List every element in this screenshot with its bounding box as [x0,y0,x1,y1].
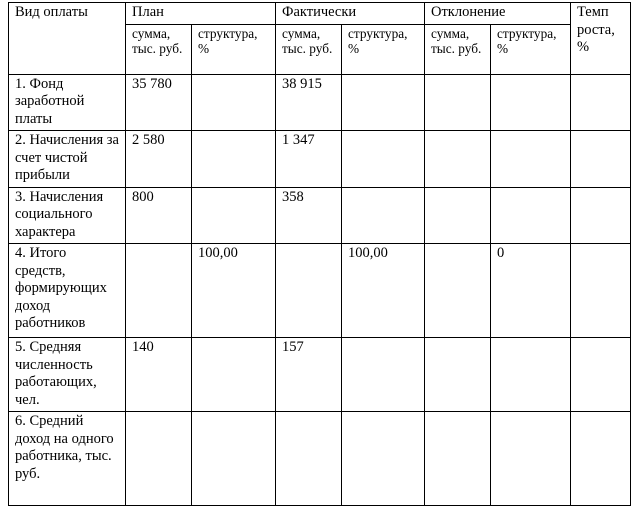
plan-sum-cell [126,244,192,338]
header-group-actual: Фактически [276,3,425,25]
table-row [9,187,631,244]
plan-structure-cell [192,131,276,188]
header-group-deviation: Отклонение [425,3,571,25]
table-row [9,338,631,412]
row-label: 6. Средний доход на одного работника, тыс. руб. [9,412,126,506]
header-plan-sum: сумма, тыс. руб. [126,24,192,74]
table-row [9,412,631,506]
deviation-sum-cell [425,338,491,412]
deviation-structure-cell [491,187,571,244]
plan-structure-cell [192,338,276,412]
deviation-sum-cell [425,74,491,131]
row-label: 1. Фонд заработной платы [9,74,126,131]
growth-rate-cell [571,131,631,188]
deviation-structure-cell [491,338,571,412]
table-row [9,244,631,338]
actual-sum-cell: 38 915 [276,74,342,131]
plan-structure-cell [192,74,276,131]
actual-sum-cell: 1 347 [276,131,342,188]
header-actual-structure: структура, % [342,24,425,74]
actual-structure-cell [342,187,425,244]
deviation-structure-cell: 0 [491,244,571,338]
deviation-structure-cell [491,74,571,131]
plan-sum-cell [126,412,192,506]
actual-sum-cell [276,412,342,506]
row-label: 3. Начисления социального характера [9,187,126,244]
table-row [9,131,631,188]
header-col-growth: Темп роста, % [571,3,631,75]
header-actual-sum: сумма, тыс. руб. [276,24,342,74]
deviation-sum-cell [425,187,491,244]
deviation-structure-cell [491,412,571,506]
deviation-structure-cell [491,131,571,188]
row-label: 4. Итого средств, формирующих доход работников [9,244,126,338]
plan-sum-cell: 2 580 [126,131,192,188]
actual-sum-cell [276,244,342,338]
deviation-sum-cell [425,244,491,338]
plan-structure-cell: 100,00 [192,244,276,338]
plan-sum-cell: 140 [126,338,192,412]
header-row-groups [9,3,631,25]
header-deviation-structure: структура, % [491,24,571,74]
growth-rate-cell [571,187,631,244]
row-label: 5. Средняя численность работающих, чел. [9,338,126,412]
growth-rate-cell [571,338,631,412]
header-plan-structure: структура, % [192,24,276,74]
actual-sum-cell: 358 [276,187,342,244]
actual-structure-cell [342,131,425,188]
header-deviation-sum: сумма, тыс. руб. [425,24,491,74]
plan-structure-cell [192,187,276,244]
actual-structure-cell [342,74,425,131]
deviation-sum-cell [425,131,491,188]
row-label: 2. Начисления за счет чистой прибыли [9,131,126,188]
header-col-type: Вид оплаты [9,3,126,75]
table-row [9,74,631,131]
actual-sum-cell: 157 [276,338,342,412]
plan-sum-cell: 800 [126,187,192,244]
actual-structure-cell [342,338,425,412]
header-group-plan: План [126,3,276,25]
growth-rate-cell [571,74,631,131]
growth-rate-cell [571,412,631,506]
growth-rate-cell [571,244,631,338]
actual-structure-cell: 100,00 [342,244,425,338]
income-structure-table [8,2,631,506]
plan-structure-cell [192,412,276,506]
actual-structure-cell [342,412,425,506]
deviation-sum-cell [425,412,491,506]
plan-sum-cell: 35 780 [126,74,192,131]
